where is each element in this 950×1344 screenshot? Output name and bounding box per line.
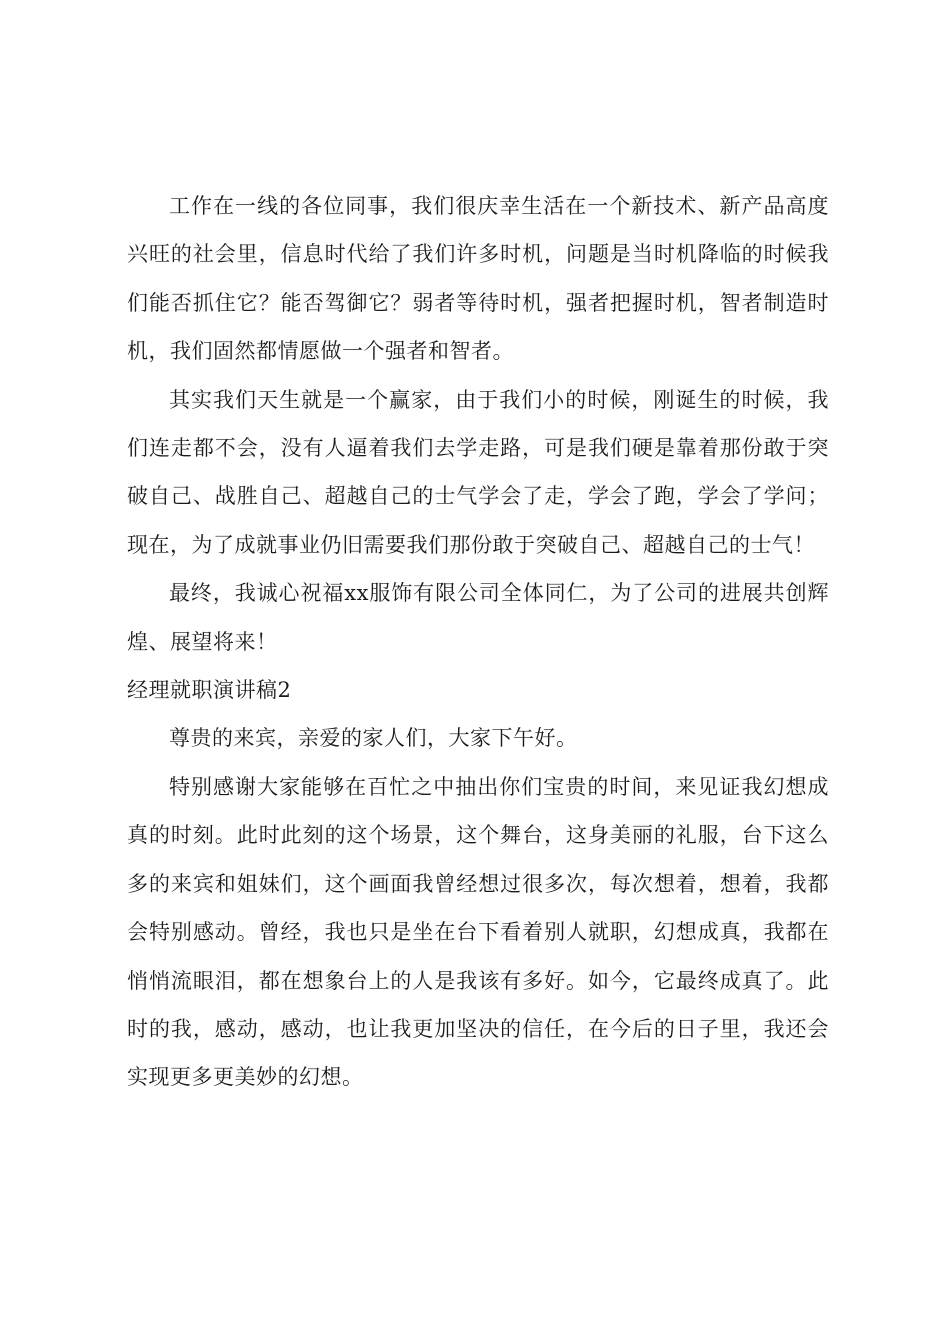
paragraph-greeting: 尊贵的来宾，亲爱的家人们，大家下午好。 <box>169 726 578 751</box>
section-title: 经理就职演讲稿2 <box>127 678 292 703</box>
paragraph-blessing: 最终，我诚心祝福xx服饰有限公司全体同仁，为了公司的进展共创辉煌、展望将来！ <box>127 581 829 654</box>
paragraph-born-winner: 其实我们天生就是一个赢家，由于我们小的时候，刚诞生的时候，我们连走都不会，没有人逼着我们去学走路，可是我们硬是靠着那份敢于突破自己、战胜自己、超越自己的士气学会了走，学会了跑，学会了学问；现在，为了成就事业仍旧需要我们那份敢于突破自己、超越自己的士气！ <box>127 387 829 557</box>
paragraph-thanks: 特别感谢大家能够在百忙之中抽出你们宝贵的时间，来见证我幻想成真的时刻。此时此刻的这个场景，这个舞台，这身美丽的礼服，台下这么多的来宾和姐妹们，这个画面我曾经想过很多次，每次想着，想着，我都会特别感动。曾经，我也只是坐在台下看着别人就职，幻想成真，我都在悄悄流眼泪，都在想象台上的人是我该有多好。如今，它最终成真了。此时的我，感动，感动，也让我更加坚决的信任，在今后的日子里，我还会实现更多更美妙的幻想。 <box>127 774 829 1090</box>
document-page <box>127 182 829 1102</box>
paragraph-colleagues: 工作在一线的各位同事，我们很庆幸生活在一个新技术、新产品高度兴旺的社会里，信息时代给了我们许多时机，问题是当时机降临的时候我们能否抓住它？能否驾御它？弱者等待时机，强者把握时机，智者制造时机，我们固然都情愿做一个强者和智者。 <box>127 194 829 364</box>
